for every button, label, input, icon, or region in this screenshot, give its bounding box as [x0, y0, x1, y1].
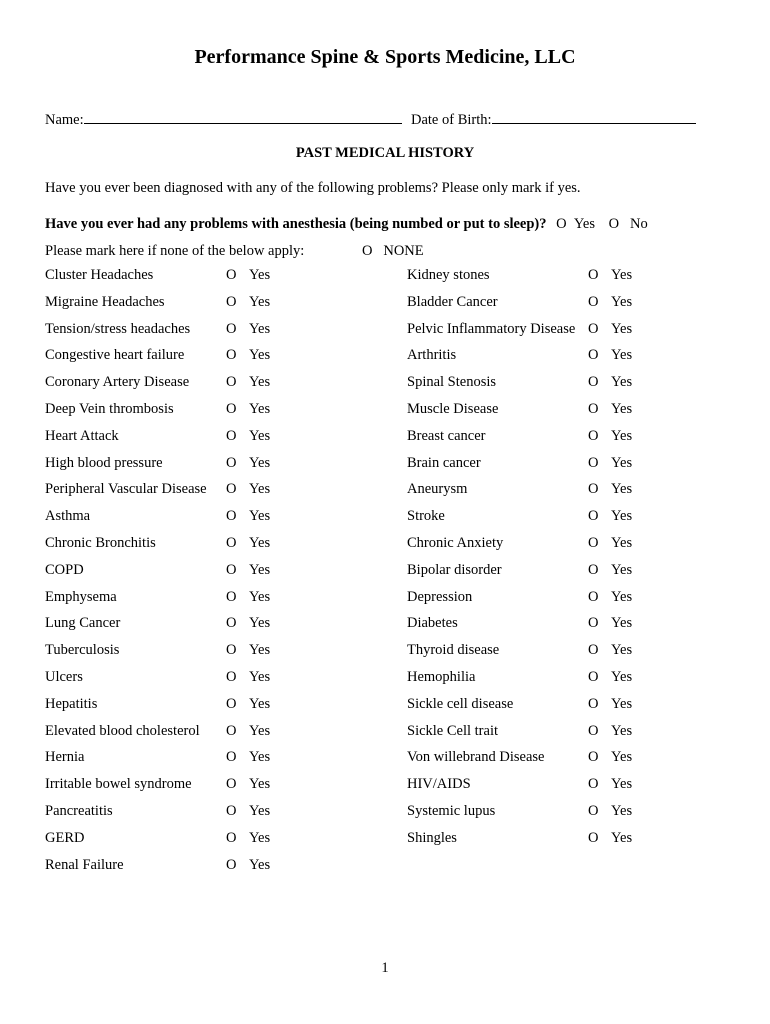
condition-label-right: Depression [407, 588, 473, 605]
condition-yes-mark-right[interactable]: O [588, 427, 599, 444]
condition-yes-label-right: Yes [611, 347, 633, 364]
condition-yes-mark-left[interactable]: O [226, 561, 237, 578]
condition-row [0, 562, 770, 582]
condition-yes-label-right: Yes [611, 829, 633, 846]
condition-label-left: Chronic Bronchitis [45, 535, 156, 551]
condition-label-left: Pancreatitis [45, 803, 113, 819]
instructions: Have you ever been diagnosed with any of the following problems? Please only mark if yes. [45, 180, 581, 196]
condition-label-right: Von willebrand Disease [407, 749, 545, 766]
condition-yes-label-right: Yes [611, 427, 633, 444]
condition-label-right: Sickle cell disease [407, 695, 514, 712]
condition-label-left: High blood pressure [45, 454, 163, 471]
condition-yes-mark-right[interactable]: O [588, 293, 599, 310]
condition-label-right: Systemic lupus [407, 803, 496, 819]
section-title: PAST MEDICAL HISTORY [295, 145, 475, 161]
condition-label-right: Breast cancer [407, 427, 486, 444]
condition-yes-label-left: Yes [249, 347, 271, 364]
form-title: Performance Spine & Sports Medicine, LLC [194, 46, 576, 68]
condition-yes-mark-right[interactable]: O [588, 347, 599, 364]
condition-label-left: Deep Vein thrombosis [45, 401, 174, 417]
condition-yes-mark-left[interactable]: O [226, 401, 237, 417]
condition-yes-label-left: Yes [249, 561, 271, 578]
condition-yes-label-right: Yes [611, 669, 633, 685]
condition-yes-mark-right[interactable]: O [588, 535, 599, 551]
anesthesia-no-mark: O [608, 216, 620, 232]
condition-row [0, 615, 770, 635]
name-row [45, 108, 402, 129]
condition-label-right: Kidney stones [407, 267, 490, 283]
condition-label-left: Congestive heart failure [45, 347, 185, 364]
condition-row [0, 723, 770, 743]
none-label: Please mark here if none of the below apply: [45, 243, 305, 259]
condition-yes-mark-right[interactable]: O [588, 749, 599, 766]
condition-yes-label-right: Yes [611, 749, 633, 766]
anesthesia-row [45, 216, 648, 233]
condition-label-right: Stroke [407, 508, 445, 525]
condition-row [0, 294, 770, 314]
condition-yes-mark-right[interactable]: O [588, 615, 599, 632]
condition-yes-mark-left[interactable]: O [226, 856, 237, 873]
condition-row [0, 857, 770, 877]
condition-yes-label-left: Yes [249, 803, 271, 819]
condition-label-left: Ulcers [45, 669, 83, 685]
dob-field[interactable] [492, 108, 696, 124]
condition-row [0, 749, 770, 769]
condition-yes-label-left: Yes [249, 481, 271, 498]
condition-row [0, 347, 770, 367]
condition-label-left: Coronary Artery Disease [45, 374, 190, 391]
condition-yes-mark-left[interactable]: O [226, 669, 237, 685]
condition-yes-label-left: Yes [249, 508, 271, 525]
condition-yes-label-right: Yes [611, 320, 633, 337]
condition-row [0, 374, 770, 394]
condition-yes-mark-left[interactable]: O [226, 695, 237, 712]
condition-label-right: Brain cancer [407, 454, 481, 471]
anesthesia-yes-option[interactable] [556, 216, 595, 232]
condition-yes-mark-left[interactable]: O [226, 374, 237, 391]
dob-row [411, 108, 696, 129]
condition-label-right: Thyroid disease [407, 642, 500, 659]
condition-label-left: Tuberculosis [45, 642, 120, 659]
condition-yes-mark-right[interactable]: O [588, 642, 599, 659]
condition-yes-label-right: Yes [611, 535, 633, 551]
condition-label-left: Renal Failure [45, 856, 124, 873]
condition-yes-label-right: Yes [611, 615, 633, 632]
none-option[interactable] [362, 243, 424, 260]
condition-label-right: Spinal Stenosis [407, 374, 497, 391]
condition-yes-label-right: Yes [611, 293, 633, 310]
condition-label-right: Arthritis [407, 347, 457, 364]
none-mark: O [362, 243, 373, 259]
condition-yes-label-left: Yes [249, 374, 271, 391]
condition-yes-label-left: Yes [249, 615, 271, 632]
condition-yes-mark-right[interactable]: O [588, 267, 599, 283]
anesthesia-yes-mark: O [556, 216, 567, 232]
condition-label-right: Sickle Cell trait [407, 722, 499, 739]
condition-label-left: Irritable bowel syndrome [45, 776, 192, 793]
condition-label-right: Diabetes [407, 615, 458, 632]
condition-yes-label-left: Yes [249, 588, 271, 605]
condition-yes-mark-right[interactable]: O [588, 722, 599, 739]
condition-yes-mark-left[interactable]: O [226, 749, 237, 766]
anesthesia-no-label: No [629, 216, 648, 232]
condition-yes-mark-left[interactable]: O [226, 829, 237, 846]
condition-label-left: Heart Attack [45, 427, 119, 444]
condition-yes-mark-right[interactable]: O [588, 829, 599, 846]
anesthesia-question: Have you ever had any problems with anesthesia (being numbed or put to sleep)? [45, 216, 547, 232]
condition-yes-mark-left[interactable]: O [226, 535, 237, 551]
condition-yes-mark-right[interactable]: O [588, 320, 599, 337]
dob-label: Date of Birth: [411, 112, 492, 128]
condition-row [0, 830, 770, 850]
none-label-text: NONE [383, 243, 424, 259]
condition-row [0, 696, 770, 716]
condition-yes-mark-right[interactable]: O [588, 561, 599, 578]
condition-row [0, 803, 770, 823]
condition-label-left: Hernia [45, 749, 85, 766]
condition-yes-mark-left[interactable]: O [226, 508, 237, 525]
condition-label-left: Hepatitis [45, 695, 98, 712]
condition-yes-mark-right[interactable]: O [588, 401, 599, 417]
condition-row [0, 455, 770, 475]
condition-yes-mark-left[interactable]: O [226, 454, 237, 471]
condition-yes-mark-left[interactable]: O [226, 776, 237, 793]
condition-yes-label-right: Yes [611, 481, 633, 498]
condition-row [0, 669, 770, 689]
condition-yes-mark-left[interactable]: O [226, 320, 237, 337]
condition-yes-mark-left[interactable]: O [226, 293, 237, 310]
condition-yes-label-right: Yes [611, 776, 633, 793]
condition-label-left: COPD [45, 561, 84, 578]
condition-yes-mark-right[interactable]: O [588, 481, 599, 498]
condition-yes-label-left: Yes [249, 749, 271, 766]
condition-yes-label-left: Yes [249, 427, 271, 444]
condition-yes-mark-left[interactable]: O [226, 722, 237, 739]
condition-row [0, 428, 770, 448]
condition-label-right: Pelvic Inflammatory Disease [407, 320, 576, 337]
anesthesia-no-option[interactable] [609, 216, 648, 232]
condition-yes-mark-right[interactable]: O [588, 454, 599, 471]
condition-label-left: Migraine Headaches [45, 293, 165, 310]
condition-row [0, 535, 770, 555]
anesthesia-yes-label: Yes [573, 216, 595, 232]
condition-yes-label-left: Yes [249, 722, 271, 739]
condition-yes-label-left: Yes [249, 829, 271, 846]
condition-yes-label-right: Yes [611, 401, 633, 417]
condition-yes-mark-right[interactable]: O [588, 669, 599, 685]
condition-row [0, 267, 770, 287]
condition-label-right: HIV/AIDS [407, 776, 471, 793]
condition-yes-label-left: Yes [249, 695, 271, 712]
condition-yes-label-left: Yes [249, 401, 271, 417]
condition-yes-mark-right[interactable]: O [588, 776, 599, 793]
condition-yes-label-left: Yes [249, 776, 271, 793]
condition-row [0, 508, 770, 528]
condition-yes-mark-right[interactable]: O [588, 803, 599, 819]
name-label: Name: [45, 112, 84, 128]
condition-yes-mark-right[interactable]: O [588, 695, 599, 712]
condition-label-right: Hemophilia [407, 669, 476, 685]
condition-label-right: Aneurysm [407, 481, 468, 498]
condition-row [0, 321, 770, 341]
condition-label-left: Peripheral Vascular Disease [45, 481, 207, 498]
condition-label-left: Tension/stress headaches [45, 320, 191, 337]
condition-yes-mark-right[interactable]: O [588, 508, 599, 525]
condition-label-left: Elevated blood cholesterol [45, 722, 200, 739]
condition-yes-label-right: Yes [611, 642, 633, 659]
condition-yes-label-left: Yes [249, 293, 271, 310]
condition-yes-mark-left[interactable]: O [226, 642, 237, 659]
condition-yes-label-right: Yes [611, 588, 633, 605]
condition-yes-mark-left[interactable]: O [226, 615, 237, 632]
condition-yes-mark-left[interactable]: O [226, 588, 237, 605]
condition-yes-label-right: Yes [611, 561, 633, 578]
condition-yes-mark-left[interactable]: O [226, 427, 237, 444]
condition-label-right: Chronic Anxiety [407, 535, 504, 551]
condition-row [0, 776, 770, 796]
page-number: 1 [381, 960, 389, 976]
condition-row [0, 589, 770, 609]
condition-yes-label-right: Yes [611, 267, 633, 283]
condition-yes-mark-left[interactable]: O [226, 347, 237, 364]
condition-label-left: Lung Cancer [45, 615, 121, 632]
condition-yes-mark-left[interactable]: O [226, 803, 237, 819]
condition-yes-label-left: Yes [249, 454, 271, 471]
condition-yes-mark-right[interactable]: O [588, 588, 599, 605]
condition-yes-mark-right[interactable]: O [588, 374, 599, 391]
condition-row [0, 642, 770, 662]
condition-label-right: Bladder Cancer [407, 293, 498, 310]
condition-row [0, 481, 770, 501]
condition-yes-mark-left[interactable]: O [226, 481, 237, 498]
condition-yes-label-left: Yes [249, 267, 271, 283]
condition-label-right: Bipolar disorder [407, 561, 502, 578]
condition-yes-label-right: Yes [611, 695, 633, 712]
condition-yes-label-left: Yes [249, 320, 271, 337]
condition-label-right: Shingles [407, 829, 457, 846]
condition-yes-label-right: Yes [611, 803, 633, 819]
condition-yes-label-right: Yes [611, 722, 633, 739]
condition-label-left: Asthma [45, 508, 91, 525]
condition-label-left: Cluster Headaches [45, 267, 154, 283]
condition-row [0, 401, 770, 421]
condition-yes-label-right: Yes [611, 508, 633, 525]
name-field[interactable] [84, 108, 402, 124]
condition-yes-mark-left[interactable]: O [226, 267, 237, 283]
condition-yes-label-left: Yes [249, 535, 271, 551]
condition-yes-label-right: Yes [611, 374, 633, 391]
condition-label-left: GERD [45, 829, 85, 846]
condition-label-left: Emphysema [45, 588, 117, 605]
condition-yes-label-right: Yes [611, 454, 633, 471]
condition-yes-label-left: Yes [249, 642, 271, 659]
condition-yes-label-left: Yes [249, 856, 271, 873]
condition-yes-label-left: Yes [249, 669, 271, 685]
condition-label-right: Muscle Disease [407, 401, 499, 417]
